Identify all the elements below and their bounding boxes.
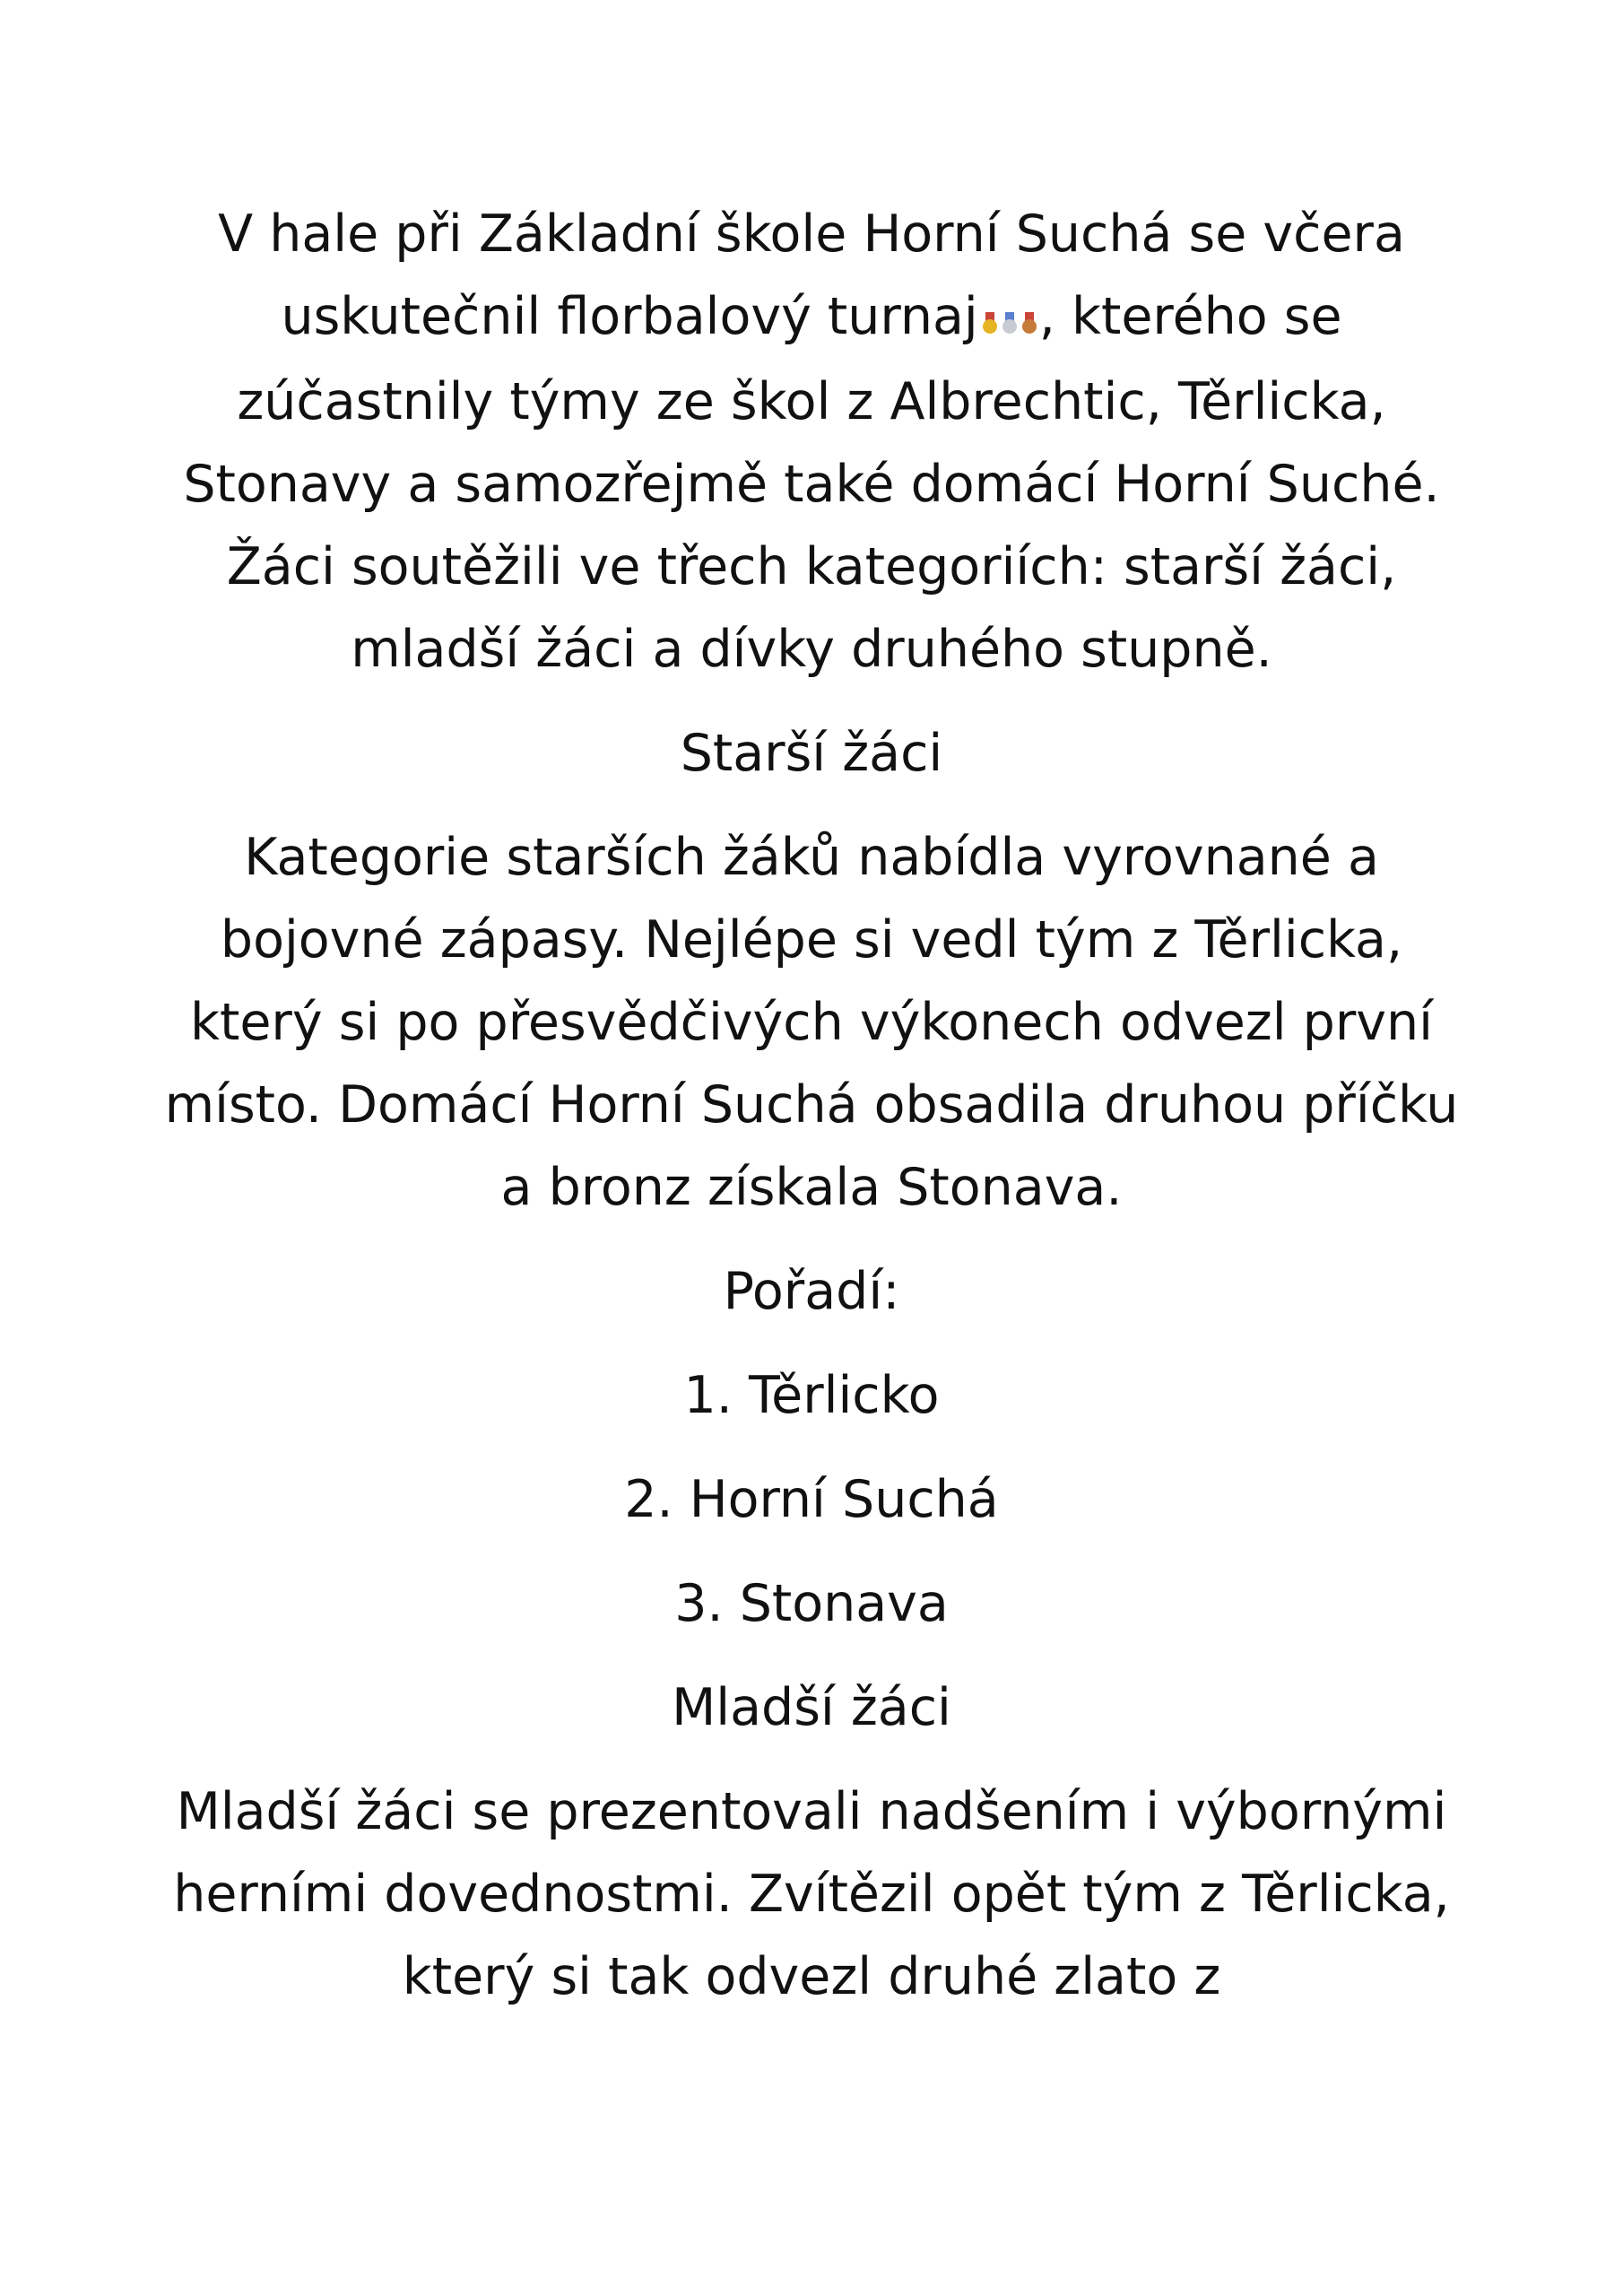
document-page	[161, 193, 1462, 2018]
intro-text-end: , kterého se zúčastnily týmy ze škol z Albrechtic, Těrlicka, Stonavy a samozřejmě také domácí Horní Suché. Žáci soutěžili ve třech kategoriích: starší žáci, mladší žáci a dívky druhého stupně.	[183, 287, 1440, 680]
intro-paragraph	[161, 193, 1462, 691]
older-heading: Starší žáci	[680, 724, 943, 784]
ranking-item-3: 3. Stonava	[674, 1574, 949, 1634]
younger-heading: Mladší žáci	[672, 1678, 951, 1738]
medals-group	[980, 278, 1039, 361]
gold-medal-icon	[983, 312, 997, 334]
silver-medal-icon	[1002, 312, 1017, 334]
ranking-item-1: 1. Těrlicko	[683, 1366, 940, 1426]
ranking-label: Pořadí:	[723, 1262, 900, 1322]
ranking-item-2: 2. Horní Suchá	[624, 1470, 999, 1530]
younger-paragraph: Mladší žáci se prezentovali nadšením i výbornými herními dovednostmi. Zvítězil opět tým z Těrlicka, který si tak odvezl druhé zlato z	[173, 1782, 1450, 2007]
bronze-medal-icon	[1022, 312, 1037, 334]
older-paragraph: Kategorie starších žáků nabídla vyrovnané a bojovné zápasy. Nejlépe si vedl tým z Těrlicka, který si po přesvědčivých výkonech odvezl první místo. Domácí Horní Suchá obsadila druhou příčku a bronz získala Stonava.	[164, 828, 1459, 1218]
intro-text-start: V hale při Základní škole Horní Suchá se včera uskutečnil florbalový turnaj	[218, 204, 1405, 346]
